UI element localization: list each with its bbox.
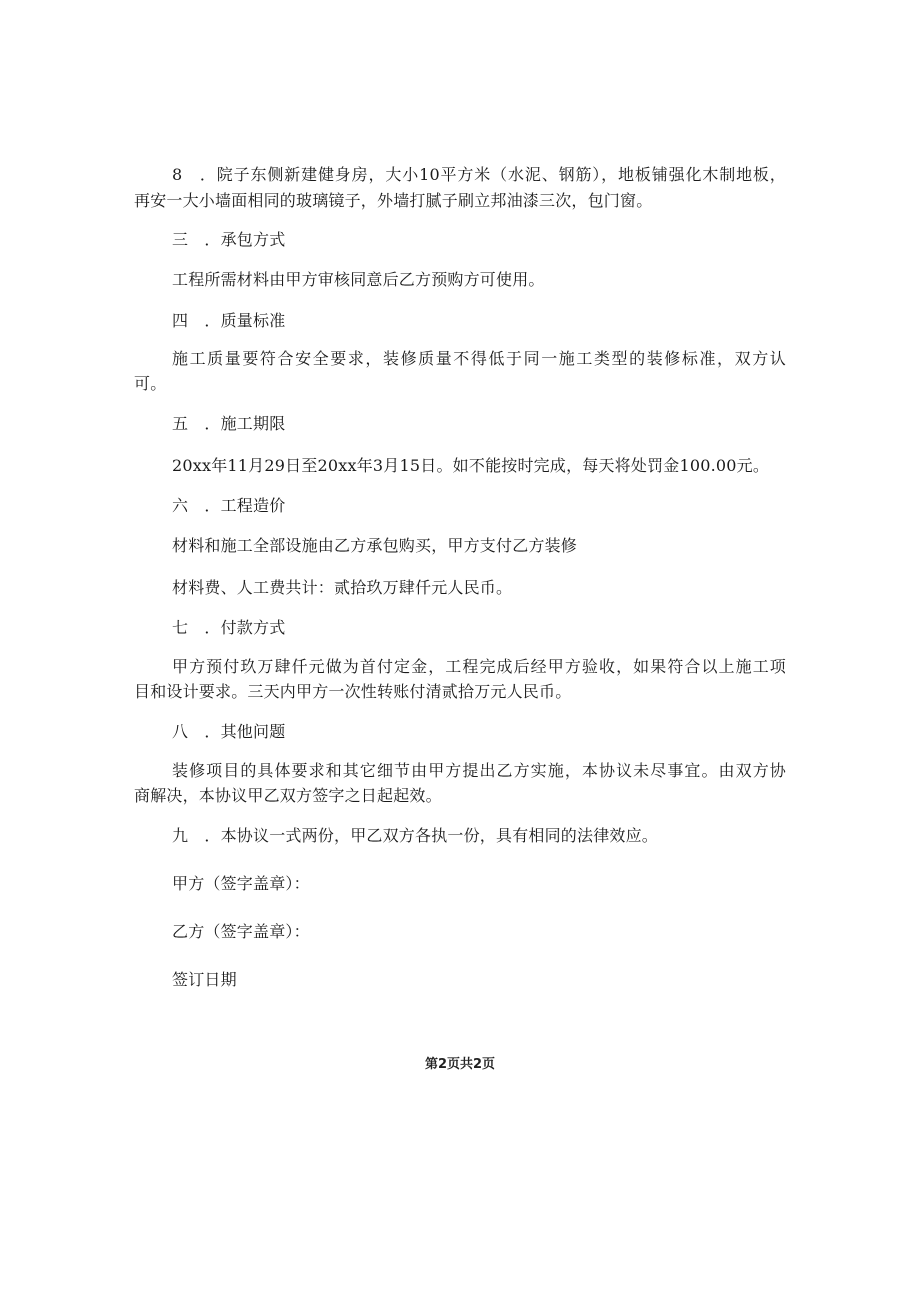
section-5-heading: 五 ．施工期限 <box>172 414 286 433</box>
section-9-text: 九 ．本协议一式两份，甲乙双方各执一份，具有相同的法律效应。 <box>172 826 659 845</box>
item-8-line-1: 8 ．院子东侧新建健身房，大小10平方米（水泥、钢筋），地板铺强化木制地板， <box>172 165 786 184</box>
section-6-heading: 六 ．工程造价 <box>172 496 286 515</box>
section-4-body-line-1: 施工质量要符合安全要求，装修质量不得低于同一施工类型的装修标准，双方认 <box>172 349 786 368</box>
section-3-heading: 三 ．承包方式 <box>172 230 286 249</box>
party-b-signature-label: 乙方（签字盖章）： <box>172 922 310 941</box>
section-8-body-line-1: 装修项目的具体要求和其它细节由甲方提出乙方实施，本协议未尽事宜。由双方协 <box>172 761 786 780</box>
section-5-body: 20xx年11月29日至20xx年3月15日。如不能按时完成，每天将处罚金100.00元。 <box>172 456 770 475</box>
section-7-body-line-1: 甲方预付玖万肆仟元做为首付定金，工程完成后经甲方验收，如果符合以上施工项 <box>172 657 786 676</box>
section-8-heading: 八 ．其他问题 <box>172 722 286 741</box>
item-8-line-2: 再安一大小墙面相同的玻璃镜子，外墙打腻子刷立邦油漆三次，包门窗。 <box>134 191 653 210</box>
signing-date-label: 签订日期 <box>172 970 237 989</box>
section-6-body-line-1: 材料和施工全部设施由乙方承包购买，甲方支付乙方装修 <box>172 536 578 555</box>
section-7-body-line-2: 目和设计要求。三天内甲方一次性转账付清贰拾万元人民币。 <box>134 682 572 701</box>
section-8-body-line-2: 商解决，本协议甲乙双方签字之日起起效。 <box>134 786 442 805</box>
section-4-heading: 四 ．质量标准 <box>172 311 286 330</box>
section-3-body: 工程所需材料由甲方审核同意后乙方预购方可使用。 <box>172 270 545 289</box>
section-7-heading: 七 ．付款方式 <box>172 618 286 637</box>
section-6-body-line-2: 材料费、人工费共计：贰拾玖万肆仟元人民币。 <box>172 578 513 597</box>
page-number-footer: 第2页共2页 <box>424 1057 496 1072</box>
section-4-body-line-2: 可。 <box>134 374 167 393</box>
party-a-signature-label: 甲方（签字盖章）： <box>172 874 310 893</box>
